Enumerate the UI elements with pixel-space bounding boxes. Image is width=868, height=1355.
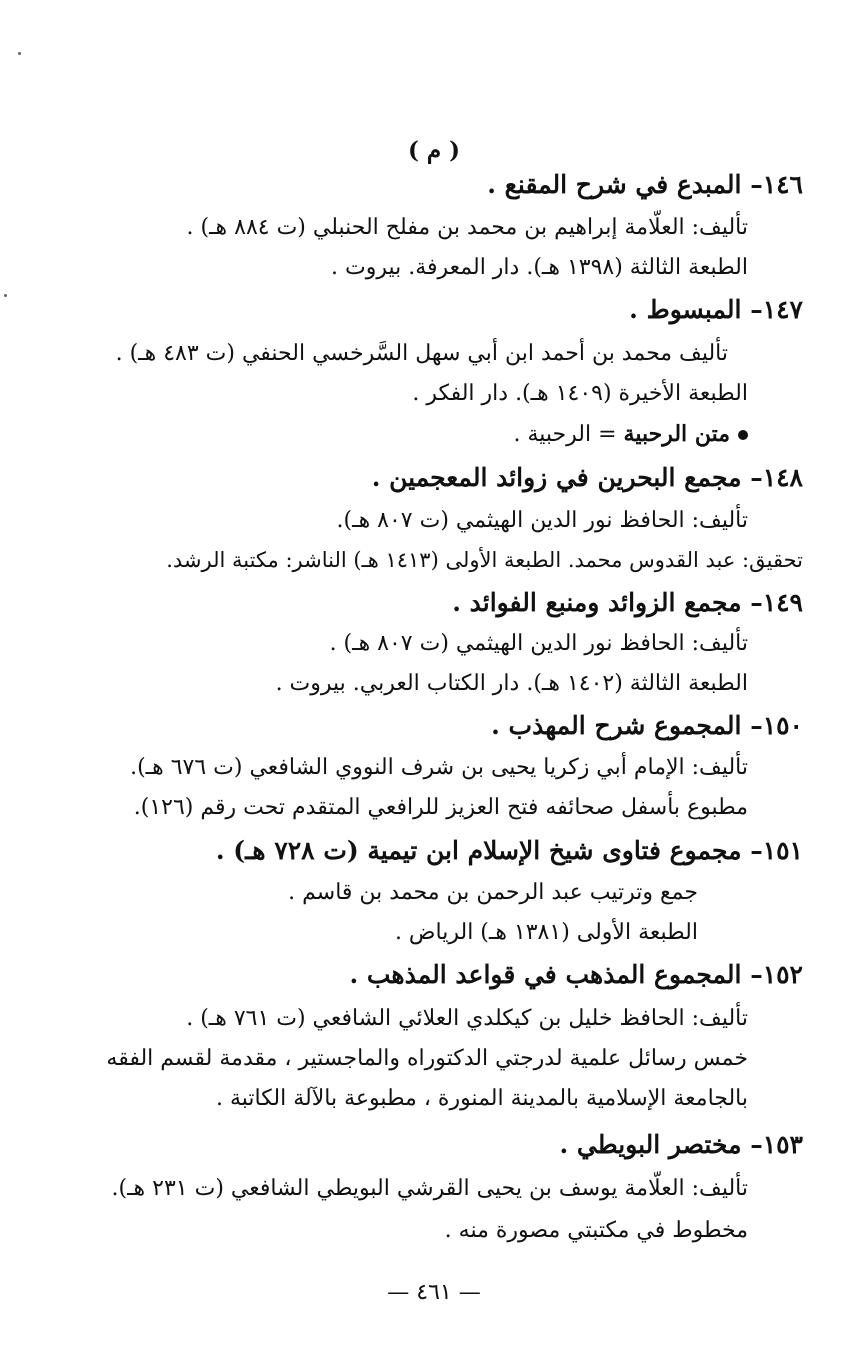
entry-title: المبسوط . xyxy=(629,295,742,324)
entry-number: ١٥٠ xyxy=(762,711,803,740)
entry-number: ١٤٩ xyxy=(762,588,803,617)
scan-speck xyxy=(18,52,21,55)
entry-number: ١٤٨ xyxy=(762,463,803,492)
entry-number: ١٤٦ xyxy=(762,170,803,199)
entry-line: تأليف: العلّامة إبراهيم بن محمد بن مفلح الحنبلي (ت ٨٨٤ هـ) . xyxy=(186,215,748,240)
entry-heading-149: ١٤٩– مجمع الزوائد ومنبع الفوائد . xyxy=(452,588,803,617)
entry-title: المجموع شرح المهذب . xyxy=(491,711,742,740)
entry-heading-153: ١٥٣– مختصر البويطي . xyxy=(559,1130,803,1159)
entry-heading-152: ١٥٢– المجموع المذهب في قواعد المذهب . xyxy=(349,960,803,989)
entry-number: ١٤٧ xyxy=(762,295,803,324)
entry-line: جمع وترتيب عبد الرحمن بن محمد بن قاسم . xyxy=(288,880,698,905)
entry-title: مختصر البويطي . xyxy=(559,1130,742,1159)
entry-title: المجموع المذهب في قواعد المذهب . xyxy=(349,960,742,989)
entry-line: بالجامعة الإسلامية بالمدينة المنورة ، مطبوعة بالآلة الكاتبة . xyxy=(216,1086,748,1111)
bullet-title: متن الرحبية xyxy=(623,421,730,447)
entry-title: مجمع البحرين في زوائد المعجمين . xyxy=(371,463,742,492)
entry-line: الطبعة الأولى (١٣٨١ هـ) الرياض . xyxy=(394,920,698,945)
entry-line: الطبعة الأخيرة (١٤٠٩ هـ). دار الفكر . xyxy=(412,381,748,406)
entry-title: المبدع في شرح المقنع . xyxy=(487,170,742,199)
entry-line: تأليف: العلّامة يوسف بن يحيى القرشي البويطي الشافعي (ت ٢٣١ هـ). xyxy=(111,1176,748,1201)
page-marker: ( م ) xyxy=(407,137,461,164)
entry-line: مخطوط في مكتبتي مصورة منه . xyxy=(444,1218,748,1243)
entry-heading-148: ١٤٨– مجمع البحرين في زوائد المعجمين . xyxy=(371,463,803,492)
cross-reference-bullet xyxy=(513,423,748,446)
entry-number: ١٥١ xyxy=(762,836,803,865)
entry-line: خمس رسائل علمية لدرجتي الدكتوراه والماجستير ، مقدمة لقسم الفقه xyxy=(106,1046,748,1071)
entry-line: مطبوع بأسفل صحائفه فتح العزيز للرافعي المتقدم تحت رقم (١٢٦). xyxy=(133,795,748,820)
bullet-text: = الرحبية . xyxy=(513,422,624,447)
entry-number: ١٥٣ xyxy=(762,1130,803,1159)
entry-heading-151: ١٥١– مجموع فتاوى شيخ الإسلام ابن تيمية (ت ٧٢٨ هـ) . xyxy=(215,836,803,865)
entry-heading-150: ١٥٠– المجموع شرح المهذب . xyxy=(491,711,803,740)
entry-line: تأليف: الحافظ نور الدين الهيثمي (ت ٨٠٧ هـ) . xyxy=(329,631,748,656)
scan-speck xyxy=(4,294,7,297)
entry-line: تحقيق: عبد القدوس محمد. الطبعة الأولى (١٤١٣ هـ) الناشر: مكتبة الرشد. xyxy=(166,548,803,572)
entry-line: الطبعة الثالثة (١٤٠٢ هـ). دار الكتاب العربي. بيروت . xyxy=(275,671,748,696)
entry-line: تأليف: الحافظ خليل بن كيكلدي العلائي الشافعي (ت ٧٦١ هـ) . xyxy=(186,1006,748,1031)
bullet-icon xyxy=(738,430,748,440)
entry-number: ١٥٢ xyxy=(762,960,803,989)
entry-line: تأليف: الحافظ نور الدين الهيثمي (ت ٨٠٧ هـ). xyxy=(336,508,748,533)
entry-heading-146: ١٤٦– المبدع في شرح المقنع . xyxy=(487,170,803,199)
entry-line: تأليف: الإمام أبي زكريا يحيى بن شرف النووي الشافعي (ت ٦٧٦ هـ). xyxy=(130,755,748,780)
entry-line: الطبعة الثالثة (١٣٩٨ هـ). دار المعرفة. بيروت . xyxy=(331,255,748,280)
entry-line: تأليف محمد بن أحمد ابن أبي سهل السَّرخسي الحنفي (ت ٤٨٣ هـ) . xyxy=(115,341,728,366)
entry-title: مجمع الزوائد ومنبع الفوائد . xyxy=(452,588,742,617)
entry-title: مجموع فتاوى شيخ الإسلام ابن تيمية (ت ٧٢٨ هـ) . xyxy=(215,836,742,865)
page-number: — ٤٦١ — xyxy=(387,1280,481,1305)
entry-heading-147: ١٤٧– المبسوط . xyxy=(629,295,803,324)
